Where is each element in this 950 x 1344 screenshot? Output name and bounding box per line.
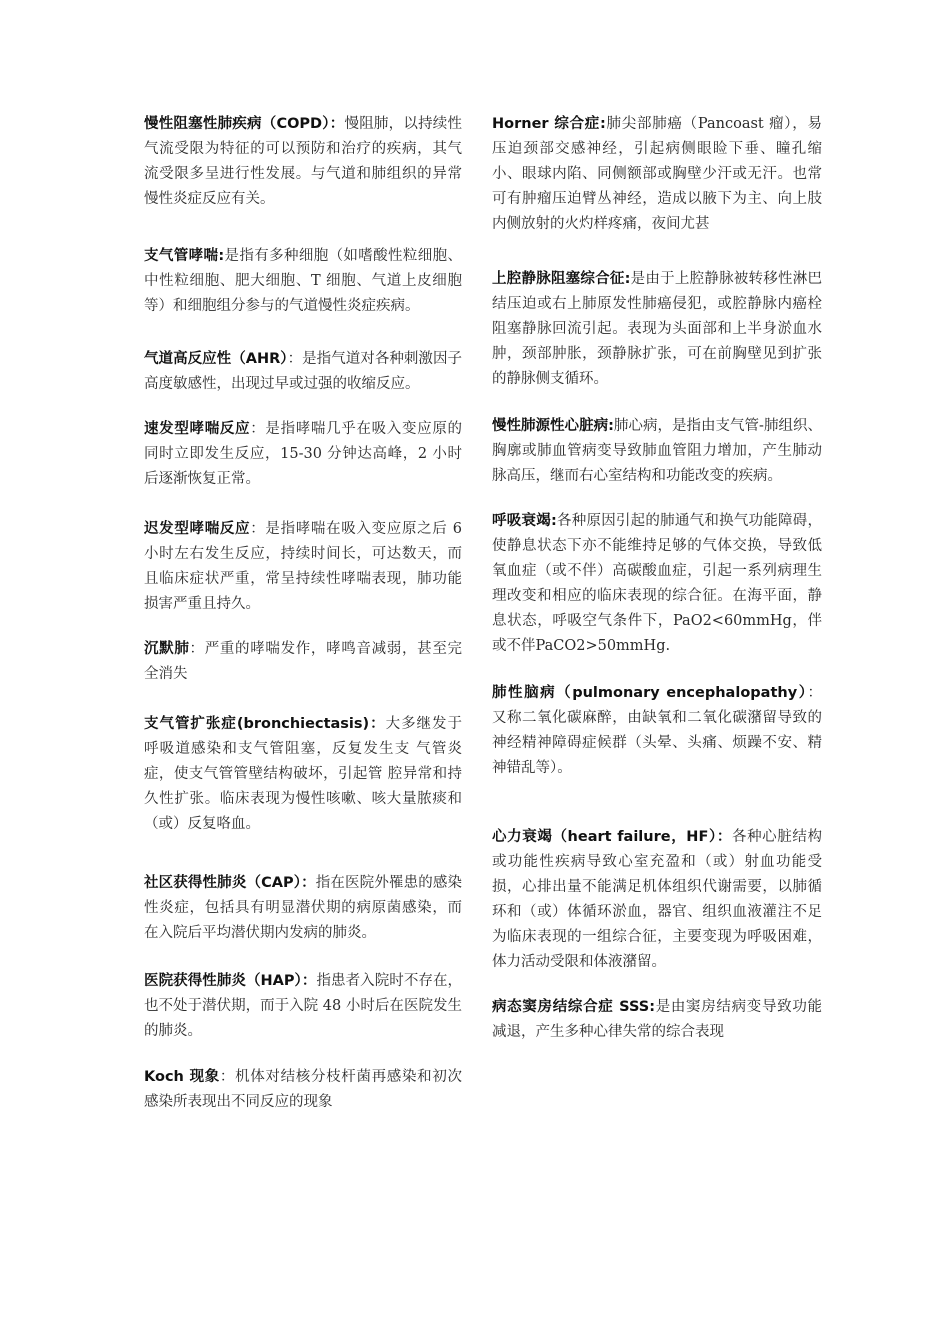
term-label: 肺性脑病（pulmonary encephalopathy） — [492, 685, 808, 701]
definition-text: ：是指气道对各种刺激因子高度敏感性，出现过早或过强的收缩反应。 — [144, 351, 463, 392]
right-column — [492, 112, 822, 1045]
entry-horner-syndrome — [492, 112, 822, 237]
term-label: 慢性肺源性心脏病: — [492, 418, 614, 434]
entry-cor-pulmonale — [492, 414, 822, 489]
term-label: Koch 现象 — [144, 1069, 220, 1085]
term-label: 慢性阻塞性肺疾病（COPD）： — [144, 116, 345, 132]
definition-text: ：严重的哮喘发作，哮鸣音减弱，甚至完全消失 — [144, 641, 463, 682]
definition-text: 是由窦房结病变导致功能减退，产生多种心律失常的综合表现 — [492, 999, 823, 1040]
entry-silent-lung — [144, 637, 462, 687]
definition-text: 各种心脏结构或功能性疾病导致心室充盈和（或）射血功能受损，心排出量不能满足机体组织代谢需要，以肺循环和（或）体循环淤血，器官、组织血液灌注不足为临床表现的一组综合征，主要变现为呼吸困难，体力活动受限和体液潴留。 — [492, 829, 823, 970]
term-label: Horner 综合症: — [492, 116, 606, 132]
term-label: 心力衰竭（heart failure，HF）： — [492, 829, 732, 845]
entry-hap — [144, 969, 462, 1044]
entry-immediate-asthma-reaction — [144, 417, 462, 492]
definition-text: ：又称二氧化碳麻醉，由缺氧和二氧化碳潴留导致的神经精神障碍症候群（头晕、头痛、烦躁不安、精神错乱等）。 — [492, 685, 822, 776]
entry-bronchiectasis — [144, 712, 462, 837]
entry-koch-phenomenon — [144, 1065, 462, 1115]
entry-sick-sinus-syndrome — [492, 995, 822, 1045]
definition-text: ：是指哮喘在吸入变应原之后 6 小时左右发生反应，持续时间长，可达数天，而且临床症状严重，常呈持续性哮喘表现，肺功能损害严重且持久。 — [144, 521, 462, 612]
definition-text: 肺尖部肺癌（Pancoast 瘤），易压迫颈部交感神经，引起病侧眼睑下垂、瞳孔缩小、眼球内陷、同侧额部或胸壁少汗或无汗。也常可有肿瘤压迫臂丛神经，造成以腋下为主、向上肢内侧放射的火灼样疼痛，夜间尤甚 — [492, 116, 822, 232]
entry-delayed-asthma-reaction — [144, 517, 462, 617]
definition-text: 各种原因引起的肺通气和换气功能障碍，使静息状态下亦不能维持足够的气体交换，导致低氧血症（或不伴）高碳酸血症，引起一系列病理生理改变和相应的临床表现的综合征。在海平面，静息状态，呼吸空气条件下，PaO2<60mmHg，伴或不伴PaCO2>50mmHg. — [492, 513, 822, 654]
term-label: 社区获得性肺炎（CAP）： — [144, 875, 316, 891]
left-column — [144, 112, 462, 1115]
definition-text: 肺心病，是指由支气管-肺组织、胸廓或肺血管病变导致肺血管阻力增加，产生肺动脉高压，继而右心室结构和功能改变的疾病。 — [492, 418, 822, 484]
term-label: 病态窦房结综合症 SSS: — [492, 999, 656, 1015]
entry-copd — [144, 112, 462, 212]
entry-ahr — [144, 347, 462, 397]
entry-svc-syndrome — [492, 267, 822, 392]
term-label: 支气管扩张症(bronchiectasis)： — [144, 716, 386, 732]
entry-heart-failure — [492, 825, 822, 975]
term-label: 迟发型哮喘反应 — [144, 521, 251, 537]
term-label: 气道高反应性（AHR） — [144, 351, 288, 367]
definition-text: 大多继发于呼吸道感染和支气管阻塞，反复发生支 气管炎症，使支气管管壁结构破坏，引起管 腔异常和持久性扩张。临床表现为慢性咳嗽、咳大量脓痰和（或）反复咯血。 — [144, 716, 462, 832]
definition-text: 慢阻肺，以持续性气流受限为特征的可以预防和治疗的疾病，其气流受限多呈进行性发展。与气道和肺组织的异常慢性炎症反应有关。 — [144, 116, 462, 207]
entry-asthma — [144, 244, 462, 319]
entry-pulmonary-encephalopathy — [492, 681, 822, 781]
definition-text: 指患者入院时不存在，也不处于潜伏期，而于入院 48 小时后在医院发生的肺炎。 — [144, 973, 463, 1039]
entry-respiratory-failure — [492, 509, 822, 659]
term-label: 沉默肺 — [144, 641, 190, 657]
definition-text: ：是指哮喘几乎在吸入变应原的同时立即发生反应，15-30 分钟达高峰，2 小时后逐渐恢复正常。 — [144, 421, 463, 487]
term-label: 上腔静脉阻塞综合征: — [492, 271, 631, 287]
definition-text: 是指有多种细胞（如嗜酸性粒细胞、中性粒细胞、肥大细胞、T 细胞、气道上皮细胞等）和细胞组分参与的气道慢性炎症疾病。 — [144, 248, 462, 314]
term-label: 医院获得性肺炎（HAP）： — [144, 973, 317, 989]
term-label: 速发型哮喘反应 — [144, 421, 251, 437]
term-label: 呼吸衰竭: — [492, 513, 557, 529]
definition-text: ：机体对结核分枝杆菌再感染和初次感染所表现出不同反应的现象 — [144, 1069, 462, 1110]
entry-cap — [144, 871, 462, 946]
definition-text: 是由于上腔静脉被转移性淋巴结压迫或右上肺原发性肺癌侵犯，或腔静脉内癌栓阻塞静脉回流引起。表现为头面部和上半身淤血水肿，颈部肿胀，颈静脉扩张，可在前胸壁见到扩张的静脉侧支循环。 — [492, 271, 822, 387]
definition-text: 指在医院外罹患的感染性炎症，包括具有明显潜伏期的病原菌感染，而在入院后平均潜伏期内发病的肺炎。 — [144, 875, 463, 941]
term-label: 支气管哮喘: — [144, 248, 225, 264]
